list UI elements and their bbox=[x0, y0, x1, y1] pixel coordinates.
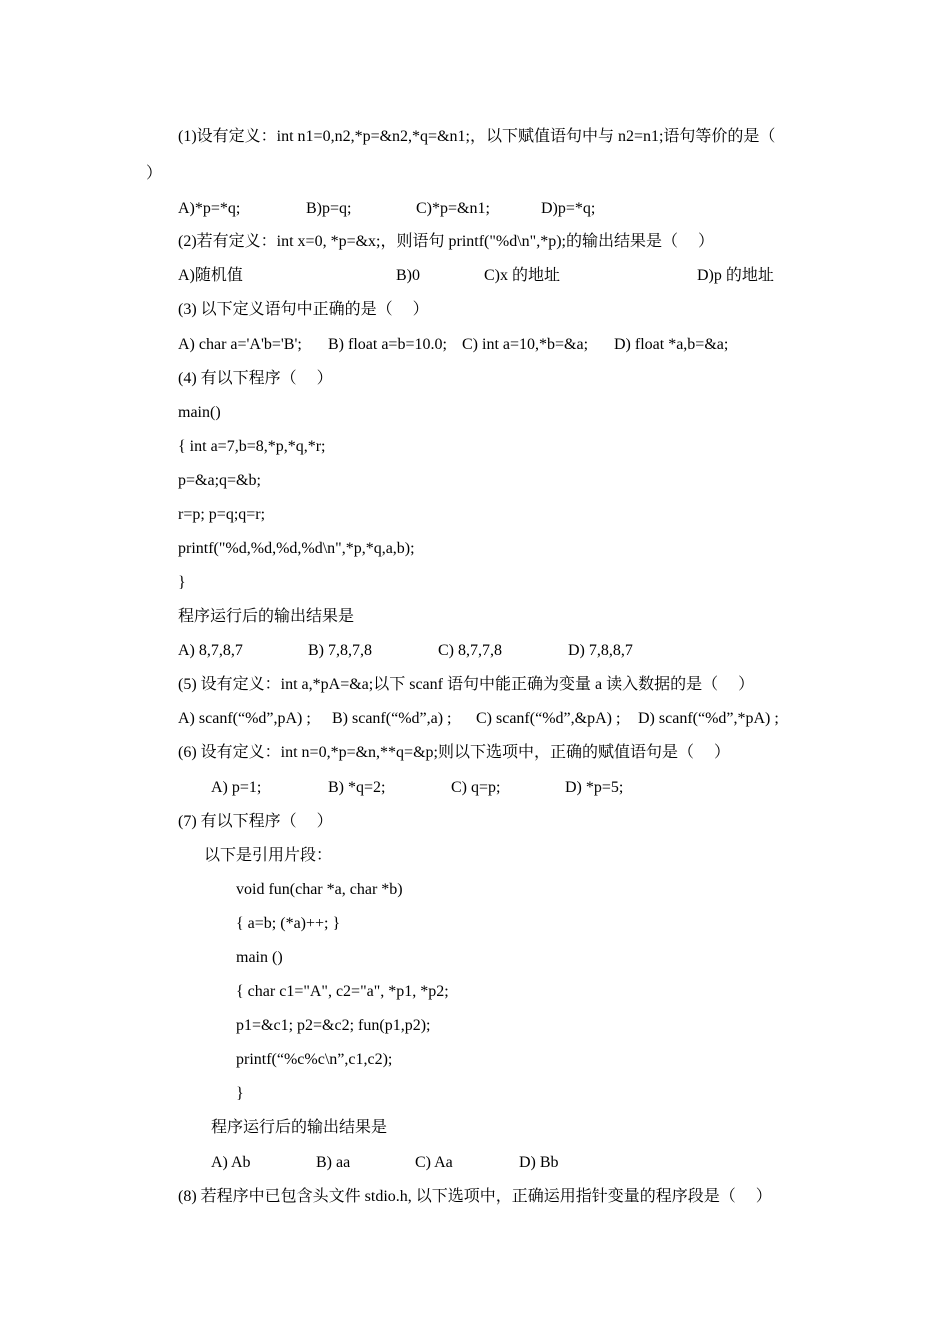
q6-option-b: B) *q=2; bbox=[328, 779, 386, 796]
q2-option-a: A)随机值 bbox=[178, 267, 243, 284]
q7-code-line: printf(“%c%c\n”,c1,c2); bbox=[236, 1051, 393, 1068]
q1-option-c: C)*p=&n1; bbox=[416, 200, 490, 217]
q4-result-label: 程序运行后的输出结果是 bbox=[178, 608, 355, 625]
q1-stem-continued: ） bbox=[146, 165, 163, 182]
q7-code-line: { a=b; (*a)++; } bbox=[236, 915, 341, 932]
q3-option-b: B) float a=b=10.0; bbox=[328, 336, 447, 353]
q4-option-d: D) 7,8,8,7 bbox=[568, 642, 633, 659]
q4-code-line: p=&a;q=&b; bbox=[178, 472, 261, 489]
q1-stem: (1)设有定义：int n1=0,n2,*p=&n2,*q=&n1;，以下赋值语句中与 n2=n1;语句等价的是（ bbox=[178, 128, 776, 145]
q8-stem: (8) 若程序中已包含头文件 stdio.h, 以下选项中，正确运用指针变量的程序段是（ ） bbox=[178, 1188, 772, 1205]
q5-option-b: B) scanf(“%d”,a) ; bbox=[332, 710, 452, 727]
q2-option-d: D)p 的地址 bbox=[697, 267, 774, 284]
q1-option-b: B)p=q; bbox=[306, 200, 352, 217]
q3-option-d: D) float *a,b=&a; bbox=[614, 336, 729, 353]
q1-option-d: D)p=*q; bbox=[541, 200, 596, 217]
q4-code-line: printf("%d,%d,%d,%d\n",*p,*q,a,b); bbox=[178, 540, 415, 557]
q3-option-c: C) int a=10,*b=&a; bbox=[462, 336, 589, 353]
q7-option-b: B) aa bbox=[316, 1154, 351, 1171]
q4-stem: (4) 有以下程序（ ） bbox=[178, 370, 333, 387]
q6-option-a: A) p=1; bbox=[211, 779, 262, 796]
q6-option-d: D) *p=5; bbox=[565, 779, 624, 796]
q4-code-line: r=p; p=q;q=r; bbox=[178, 506, 266, 523]
q5-stem: (5) 设有定义：int a,*pA=&a;以下 scanf 语句中能正确为变量 a 读入数据的是（ ） bbox=[178, 676, 755, 693]
q1-option-a: A)*p=*q; bbox=[178, 200, 241, 217]
q7-code-line: main () bbox=[236, 949, 283, 966]
q4-option-b: B) 7,8,7,8 bbox=[308, 642, 372, 659]
q7-stem: (7) 有以下程序（ ） bbox=[178, 813, 333, 830]
q6-stem: (6) 设有定义：int n=0,*p=&n,**q=&p;则以下选项中，正确的赋值语句是（ ） bbox=[178, 744, 730, 761]
q7-option-d: D) Bb bbox=[519, 1154, 559, 1171]
q4-code-line: main() bbox=[178, 404, 221, 421]
q3-stem: (3) 以下定义语句中正确的是（ ） bbox=[178, 301, 429, 318]
q5-option-a: A) scanf(“%d”,pA) ; bbox=[178, 710, 311, 727]
q3-option-a: A) char a='A'b='B'; bbox=[178, 336, 302, 353]
q7-code-line: void fun(char *a, char *b) bbox=[236, 881, 403, 898]
q7-code-line: { char c1="A", c2="a", *p1, *p2; bbox=[236, 983, 449, 1000]
q4-option-c: C) 8,7,7,8 bbox=[438, 642, 502, 659]
q7-code-line: p1=&c1; p2=&c2; fun(p1,p2); bbox=[236, 1017, 431, 1034]
q2-option-c: C)x 的地址 bbox=[484, 267, 561, 284]
q2-option-b: B)0 bbox=[396, 267, 420, 284]
q4-code-line: } bbox=[178, 574, 186, 591]
q7-option-a: A) Ab bbox=[211, 1154, 251, 1171]
q5-option-d: D) scanf(“%d”,*pA) ; bbox=[638, 710, 779, 727]
q4-code-line: { int a=7,b=8,*p,*q,*r; bbox=[178, 438, 326, 455]
q7-option-c: C) Aa bbox=[415, 1154, 453, 1171]
q6-option-c: C) q=p; bbox=[451, 779, 501, 796]
q7-result-label: 程序运行后的输出结果是 bbox=[211, 1119, 388, 1136]
q7-code-line: } bbox=[236, 1085, 244, 1102]
q7-quote-intro: 以下是引用片段： bbox=[204, 847, 333, 864]
q5-option-c: C) scanf(“%d”,&pA) ; bbox=[476, 710, 621, 727]
q4-option-a: A) 8,7,8,7 bbox=[178, 642, 243, 659]
q2-stem: (2)若有定义：int x=0, *p=&x;，则语句 printf("%d\n",*p);的输出结果是（ ） bbox=[178, 233, 714, 250]
